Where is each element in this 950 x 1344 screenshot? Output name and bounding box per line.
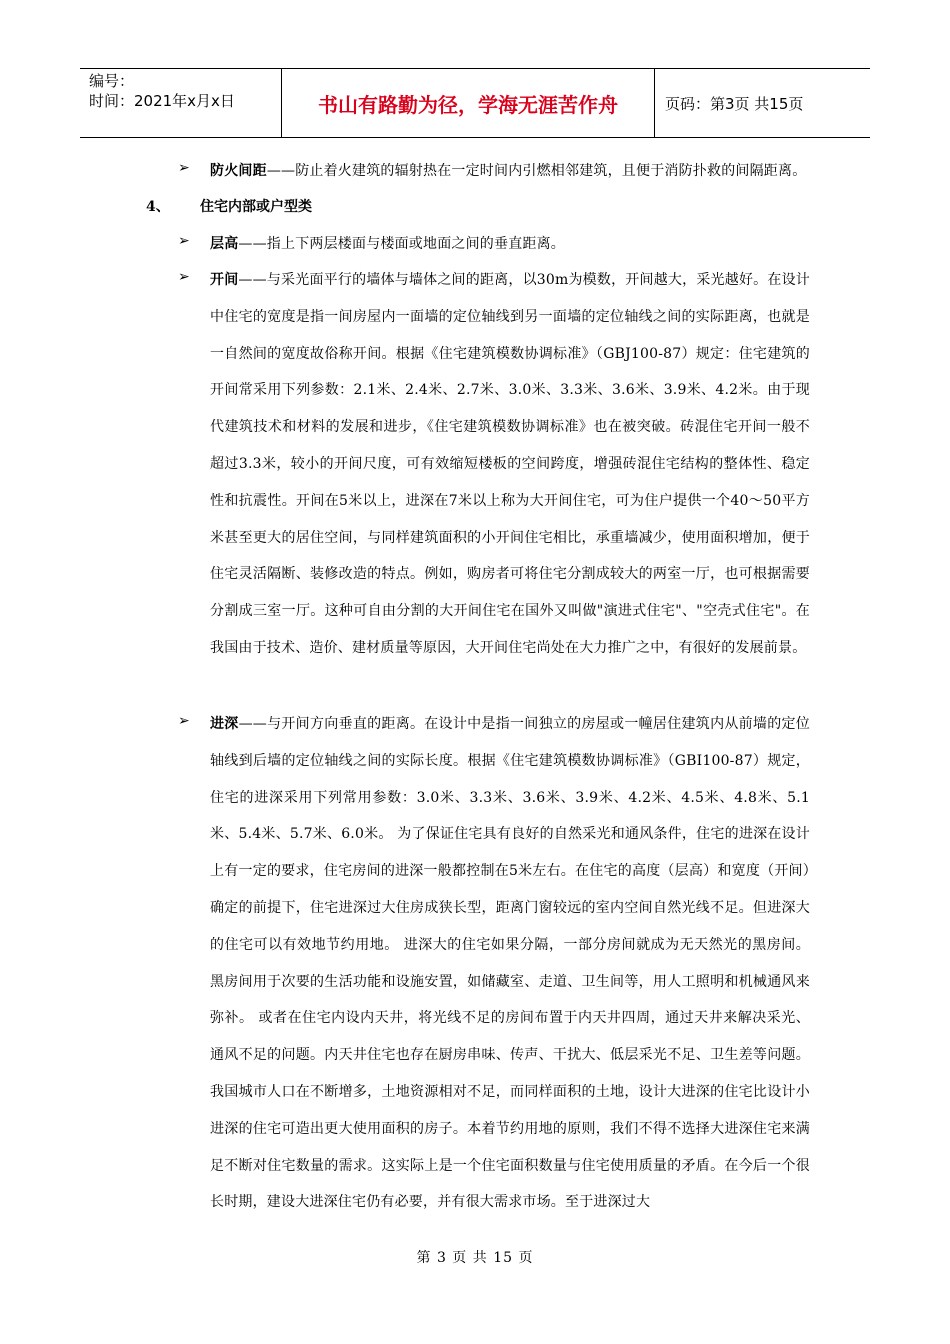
bullet-icon: ➢ [178, 713, 190, 729]
serial-label: 编号： [89, 72, 135, 90]
item-text: ——指上下两层楼面与楼面或地面之间的垂直距离。 [238, 236, 566, 252]
item-term: 进深 [210, 716, 239, 732]
bullet-icon: ➢ [178, 233, 190, 249]
item-term: 层高 [210, 236, 239, 252]
item-text: ——与开间方向垂直的距离。在设计中是指一间独立的房屋或一幢居住建筑内从前墙的定位轴线到后墙的定位轴线之间的实际长度。根据《住宅建筑模数协调标准》（GBI100-87）规定，住宅的进深采用下列常用参数：3.0米、3.3米、3.6米、3.9米、4.2米、4.5米、4.8米、5.1米、5.4米、5.7米、6.0米。 为了保证住宅具有良好的自然采光和通风条件，住宅的进深在设计上有一定的要求，住宅房间的进深一般都控制在5米左右。在住宅的高度（层高）和宽度（开间）确定的前提下，住宅进深过大住房成狭长型，距离门窗较远的室内空间自然光线不足。但进深大的住宅可以有效地节约用地。 进深大的住宅如果分隔，一部分房间就成为无天然光的黑房间。黑房间用于次要的生活功能和设施安置，如储藏室、走道、卫生间等，用人工照明和机械通风来弥补。 或者在住宅内设内天井，将光线不足的房间布置于内天井四周，通过天井来解决采光、通风不足的问题。内天井住宅也存在厨房串味、传声、干扰大、低层采光不足、卫生差等问题。 我国城市人口在不断增多，土地资源相对不足，而同样面积的土地，设计大进深的住宅比设计小进深的住宅可造出更大使用面积的房子。本着节约用地的原则，我们不得不选择大进深住宅来满足不断对住宅数量的需求。这实际上是一个住宅面积数量与住宅使用质量的矛盾。在今后一个很长时期，建设大进深住宅仍有必要，并有很大需求市场。至于进深过大 [210, 716, 811, 1211]
item-term: 防火间距 [210, 163, 267, 179]
page-header [80, 68, 870, 138]
bullet-icon: ➢ [178, 160, 190, 176]
list-item [210, 262, 810, 667]
header-meta [80, 69, 282, 137]
bullet-icon: ➢ [178, 269, 190, 285]
list-item [210, 153, 810, 190]
page-footer: 第 3 页 共 15 页 [416, 1250, 534, 1266]
section-number: 4、 [146, 199, 170, 215]
date-label: 时间：2021年x月x日 [89, 92, 235, 110]
list-item [210, 226, 810, 263]
item-text: ——与采光面平行的墙体与墙体之间的距离，以30m为模数，开间越大，采光越好。在设计中住宅的宽度是指一间房屋内一面墙的定位轴线到另一面墙的定位轴线之间的实际距离，也就是一自然间的宽度故俗称开间。根据《住宅建筑模数协调标准》（GBJ100-87）规定：住宅建筑的开间常采用下列参数：2.1米、2.4米、2.7米、3.0米、3.3米、3.6米、3.9米、4.2米。由于现代建筑技术和材料的发展和进步，《住宅建筑模数协调标准》也在被突破。砖混住宅开间一般不超过3.3米，较小的开间尺度，可有效缩短楼板的空间跨度，增强砖混住宅结构的整体性、稳定性和抗震性。开间在5米以上，进深在7米以上称为大开间住宅，可为住户提供一个40～50平方米甚至更大的居住空间，与同样建筑面积的小开间住宅相比，承重墙减少，使用面积增加，便于住宅灵活隔断、装修改造的特点。例如，购房者可将住宅分割成较大的两室一厅，也可根据需要分割成三室一厅。这种可自由分割的大开间住宅在国外又叫做"演进式住宅"、"空壳式住宅"。在我国由于技术、造价、建材质量等原因，大开间住宅尚处在大力推广之中，有很好的发展前景。 [210, 272, 810, 656]
item-text: ——防止着火建筑的辐射热在一定时间内引燃相邻建筑，且便于消防扑救的间隔距离。 [266, 163, 807, 179]
list-item [210, 706, 810, 1221]
section-title: 住宅内部或户型类 [200, 199, 312, 215]
section-heading [146, 196, 312, 216]
header-motto: 书山有路勤为径，学海无涯苦作舟 [282, 69, 655, 137]
header-page-info: 页码：第3页 共15页 [665, 94, 804, 113]
item-term: 开间 [210, 272, 239, 288]
